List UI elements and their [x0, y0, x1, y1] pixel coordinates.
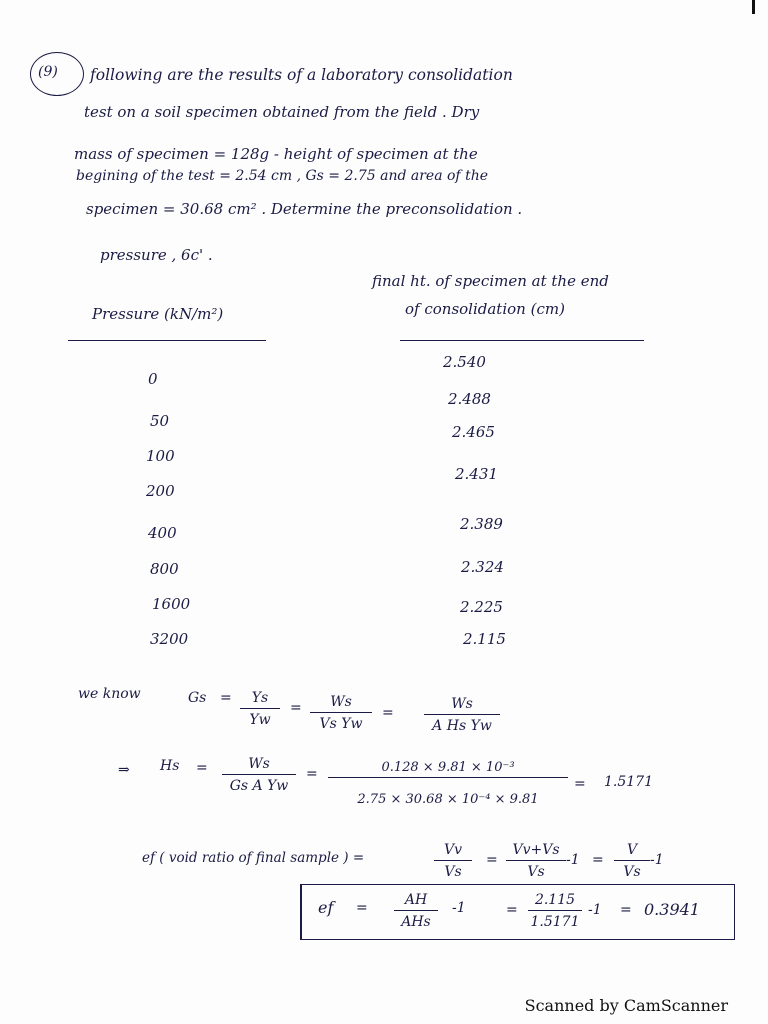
fraction-ys-yw: $\frac{Ys}{Yw}$: [240, 690, 280, 728]
question-line-4: begining of the test = 2.54 cm , Gs = 2.75 and area of the: [76, 168, 488, 184]
header-height-line-2: of consolidation (cm): [405, 300, 565, 318]
fraction-vv-vs: $\frac{Vv}{Vs}$: [434, 842, 472, 880]
fraction-hs-numeric: $\frac{\text{0.128 × 9.81 × 10⁻³}}{\text{2.75 × 30.68 × 10⁻⁴ × 9.81}}$: [328, 760, 568, 807]
equals-sign: =: [506, 902, 518, 918]
pressure-cell: 400: [148, 524, 177, 542]
scan-edge-mark: [752, 0, 755, 14]
hs-result: 1.5171: [604, 774, 653, 790]
fraction-ws-vsyw: $\frac{Ws}{\text{Vs Yw}}$: [310, 694, 372, 732]
header-underline-height: [400, 340, 644, 341]
minus-one: -1: [588, 902, 602, 918]
question-line-2: test on a soil specimen obtained from the field . Dry: [84, 103, 480, 121]
pressure-cell: 100: [146, 447, 175, 465]
fraction-ws-gsayw: $\frac{Ws}{\text{Gs A Yw}}$: [222, 756, 296, 794]
minus-one: -1: [566, 852, 580, 868]
question-line-5: specimen = 30.68 cm² . Determine the preconsolidation .: [86, 200, 523, 218]
height-cell: 2.540: [443, 353, 486, 371]
height-cell: 2.225: [460, 598, 503, 616]
equals-sign: =: [592, 852, 604, 868]
equals-sign: =: [356, 900, 368, 916]
pressure-cell: 3200: [150, 630, 189, 648]
minus-one: -1: [650, 852, 664, 868]
fraction-numeric-ef: $\frac{2.115}{1.5171}$: [528, 892, 582, 930]
question-line-1: following are the results of a laboratory consolidation: [90, 66, 513, 84]
ef-result: 0.3941: [644, 900, 700, 919]
equals-sign: =: [574, 776, 586, 792]
equals-sign: =: [486, 852, 498, 868]
pressure-cell: 200: [146, 482, 175, 500]
pressure-cell: 1600: [152, 595, 191, 613]
fraction-vvvs-vs: $\frac{Vv+Vs}{Vs}$: [506, 842, 566, 880]
pressure-cell: 800: [150, 560, 179, 578]
equals-sign: =: [620, 902, 632, 918]
equals-sign: =: [196, 760, 208, 776]
minus-one: -1: [452, 900, 466, 916]
question-line-6: pressure , 6c' .: [100, 246, 213, 264]
height-cell: 2.115: [463, 630, 506, 648]
pressure-cell: 0: [148, 370, 158, 388]
equals-sign: =: [382, 705, 394, 721]
height-cell: 2.465: [452, 423, 495, 441]
equals-sign: =: [306, 766, 318, 782]
we-know-label: we know: [78, 686, 141, 702]
equals-sign: =: [220, 690, 232, 706]
height-cell: 2.324: [461, 558, 504, 576]
height-cell: 2.431: [455, 465, 498, 483]
question-number: (9): [38, 64, 58, 80]
ef-symbol: ef: [318, 898, 334, 917]
header-underline-pressure: [68, 340, 266, 341]
fraction-ws-ahsyw: $\frac{Ws}{\text{A Hs Yw}}$: [424, 696, 500, 734]
fraction-ah-ahs: AH AHs: [394, 892, 438, 930]
header-height-line-1: final ht. of specimen at the end: [372, 272, 609, 290]
ef-definition-label: ef ( void ratio of final sample ) =: [142, 850, 365, 866]
pressure-cell: 50: [150, 412, 170, 430]
scanner-watermark: Scanned by CamScanner: [524, 996, 728, 1015]
equals-sign: =: [290, 700, 302, 716]
header-pressure: Pressure (kN/m²): [92, 305, 224, 323]
gs-symbol: Gs: [188, 690, 207, 706]
question-line-3: mass of specimen = 128g - height of specimen at the: [74, 145, 478, 163]
fraction-v-vs: $\frac{V}{Vs}$: [614, 842, 650, 880]
height-cell: 2.488: [448, 390, 491, 408]
implies-arrow: ⇒: [118, 762, 130, 778]
hs-symbol: Hs: [160, 758, 180, 774]
height-cell: 2.389: [460, 515, 503, 533]
